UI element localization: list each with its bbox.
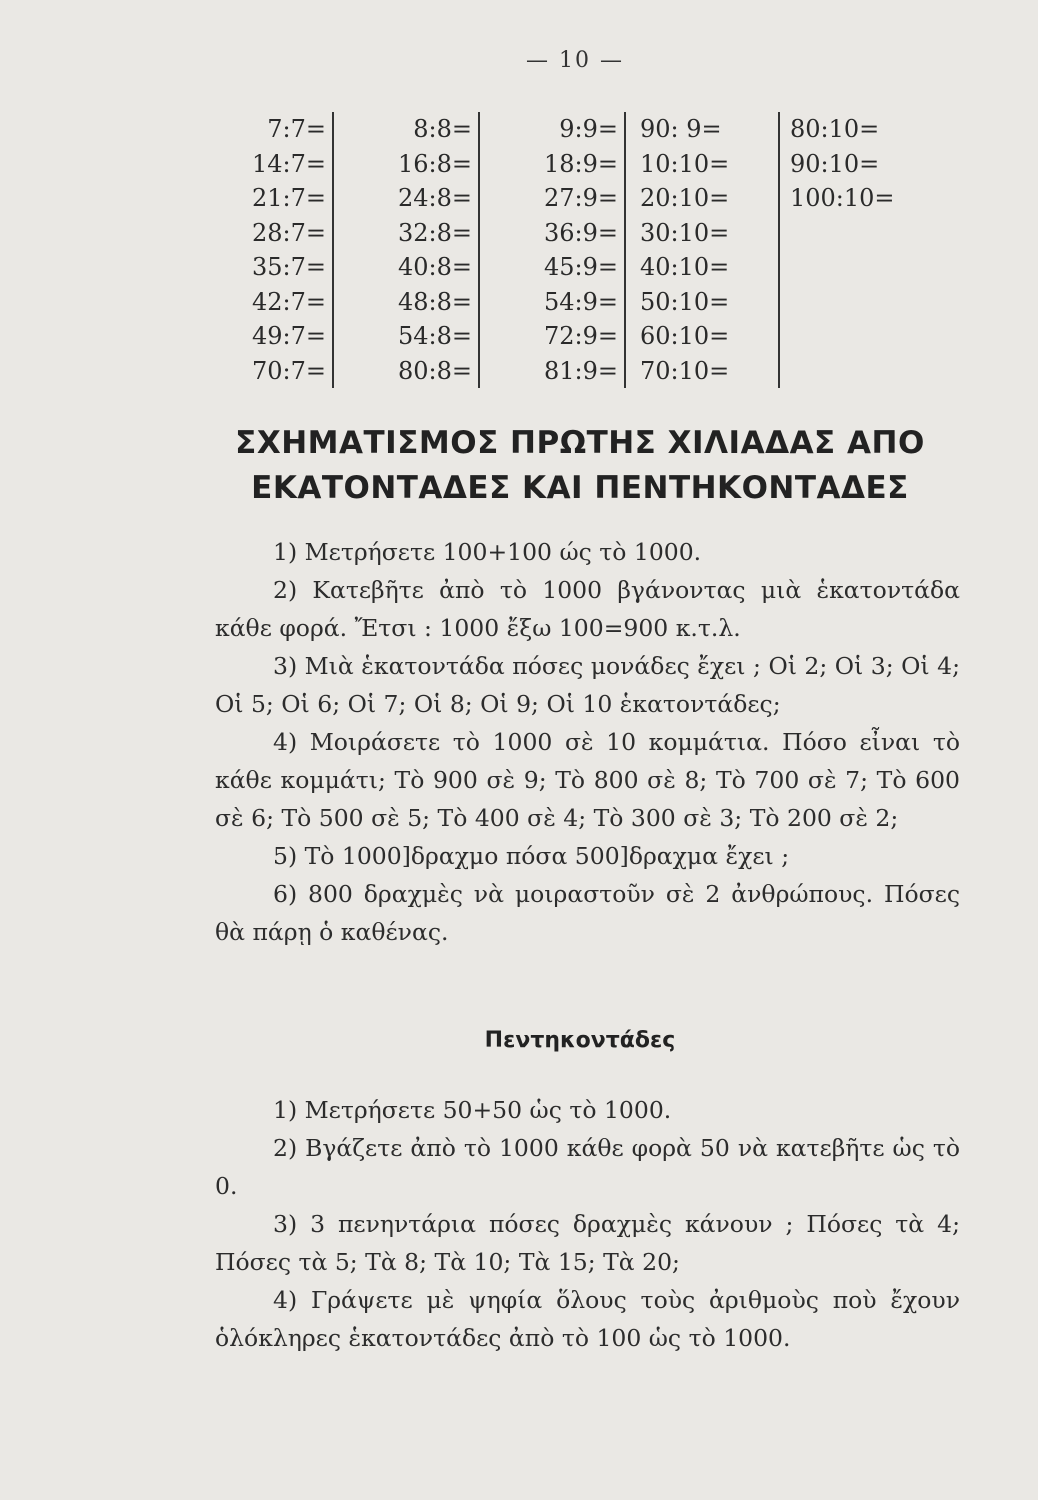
table-cell: 72:9=	[543, 322, 618, 350]
table-cell: 28:7=	[251, 218, 326, 247]
table-cell: 24:8=	[397, 184, 472, 212]
exercise-paragraph: 5) Τὸ 1000]δραχμο πόσα 500]δραχμα ἔχει ;	[273, 842, 790, 870]
table-cell: 90: 9=	[640, 115, 722, 143]
table-cell: 16:8=	[397, 149, 472, 178]
table-cell: 18:9=	[543, 149, 618, 178]
table-cell: 40:8=	[397, 253, 472, 281]
division-column-10b	[778, 112, 916, 388]
table-cell: 30:10=	[640, 218, 730, 247]
exercise-paragraph: 6) 800 δραχμὲς νὰ μοιραστοῦν σὲ 2 ἀνθρώπους. Πόσες θὰ πάρῃ ὁ καθένας.	[215, 880, 960, 946]
table-cell: 54:9=	[543, 287, 618, 316]
table-cell: 90:10=	[790, 149, 880, 178]
table-cell: 45:9=	[543, 253, 618, 281]
page-number: — 10 —	[526, 48, 624, 73]
table-cell: 54:8=	[397, 322, 472, 350]
table-cell: 49:7=	[251, 322, 326, 350]
table-cell: 50:10=	[640, 287, 730, 316]
section-heading-line-2: ΕΚΑΤΟΝΤΑΔΕΣ ΚΑΙ ΠΕΝΤΗΚΟΝΤΑΔΕΣ	[251, 470, 909, 506]
table-cell: 48:8=	[397, 287, 472, 316]
division-table	[200, 112, 916, 388]
exercise-paragraph: 4) Γράψετε μὲ ψηφία ὅλους τοὺς ἀριθμοὺς ποὺ ἔχουν ὁλόκληρες ἑκατοντάδες ἀπὸ τὸ 100 ὡς τὸ 1000.	[215, 1286, 960, 1352]
exercise-paragraph: 1) Μετρήσετε 50+50 ὡς τὸ 1000.	[273, 1096, 672, 1124]
table-cell: 70:10=	[640, 356, 730, 385]
table-cell: 81:9=	[543, 356, 618, 385]
table-cell: 80:10=	[790, 115, 880, 143]
table-cell: 20:10=	[640, 184, 730, 212]
table-cell: 32:8=	[397, 218, 472, 247]
division-column-7	[200, 112, 332, 388]
exercise-paragraph: 2) Κατεβῆτε ἀπὸ τὸ 1000 βγάνοντας μιὰ ἑκατοντάδα κάθε φορά. Ἔτσι : 1000 ἔξω 100=900 κ.τ.λ.	[215, 576, 960, 642]
table-cell: 70:7=	[251, 356, 326, 385]
table-cell: 7:7=	[267, 115, 326, 143]
table-cell: 60:10=	[640, 322, 730, 350]
exercise-paragraph: 2) Βγάζετε ἀπὸ τὸ 1000 κάθε φορὰ 50 νὰ κατεβῆτε ὡς τὸ 0.	[215, 1134, 960, 1200]
division-column-10a	[624, 112, 778, 388]
exercise-paragraph: 3) Μιὰ ἑκατοντάδα πόσες μονάδες ἔχει ; Οἱ 2; Οἱ 3; Οἱ 4; Οἱ 5; Οἱ 6; Οἱ 7; Οἱ 8; Οἱ 9; Οἱ 10 ἑκατοντάδες;	[215, 652, 960, 718]
exercise-paragraph: 1) Μετρήσετε 100+100 ώς τὸ 1000.	[273, 538, 702, 566]
table-cell: 8:8=	[413, 115, 472, 143]
table-cell: 27:9=	[543, 184, 618, 212]
table-cell: 100:10=	[790, 184, 895, 212]
table-cell: 36:9=	[543, 218, 618, 247]
subsection-heading: Πεντηκοντάδες	[484, 1028, 676, 1053]
section-heading-line-1: ΣΧΗΜΑΤΙΣΜΟΣ ΠΡΩΤΗΣ ΧΙΛΙΑΔΑΣ ΑΠΟ	[235, 425, 925, 461]
exercise-paragraph: 4) Μοιράσετε τὸ 1000 σὲ 10 κομμάτια. Πόσο εἶναι τὸ κάθε κομμάτι; Τὸ 900 σὲ 9; Τὸ 800 σὲ 8; Τὸ 700 σὲ 7; Τὸ 600 σὲ 6; Τὸ 500 σὲ 5; Τὸ 400 σὲ 4; Τὸ 300 σὲ 3; Τὸ 200 σὲ 2;	[215, 728, 960, 832]
table-cell: 14:7=	[251, 149, 326, 178]
table-cell: 10:10=	[640, 149, 730, 178]
table-cell: 9:9=	[559, 115, 618, 143]
division-column-8	[332, 112, 478, 388]
hundreds-exercises	[215, 533, 960, 951]
table-cell: 80:8=	[397, 356, 472, 385]
table-cell: 21:7=	[251, 184, 326, 212]
fifties-exercises	[215, 1091, 960, 1357]
exercise-paragraph: 3) 3 πενηντάρια πόσες δραχμὲς κάνουν ; Πόσες τὰ 4; Πόσες τὰ 5; Τὰ 8; Τὰ 10; Τὰ 15; Τὰ 20;	[215, 1210, 960, 1276]
table-cell: 35:7=	[251, 253, 326, 281]
table-cell: 40:10=	[640, 253, 730, 281]
division-column-9	[478, 112, 624, 388]
table-cell: 42:7=	[251, 287, 326, 316]
